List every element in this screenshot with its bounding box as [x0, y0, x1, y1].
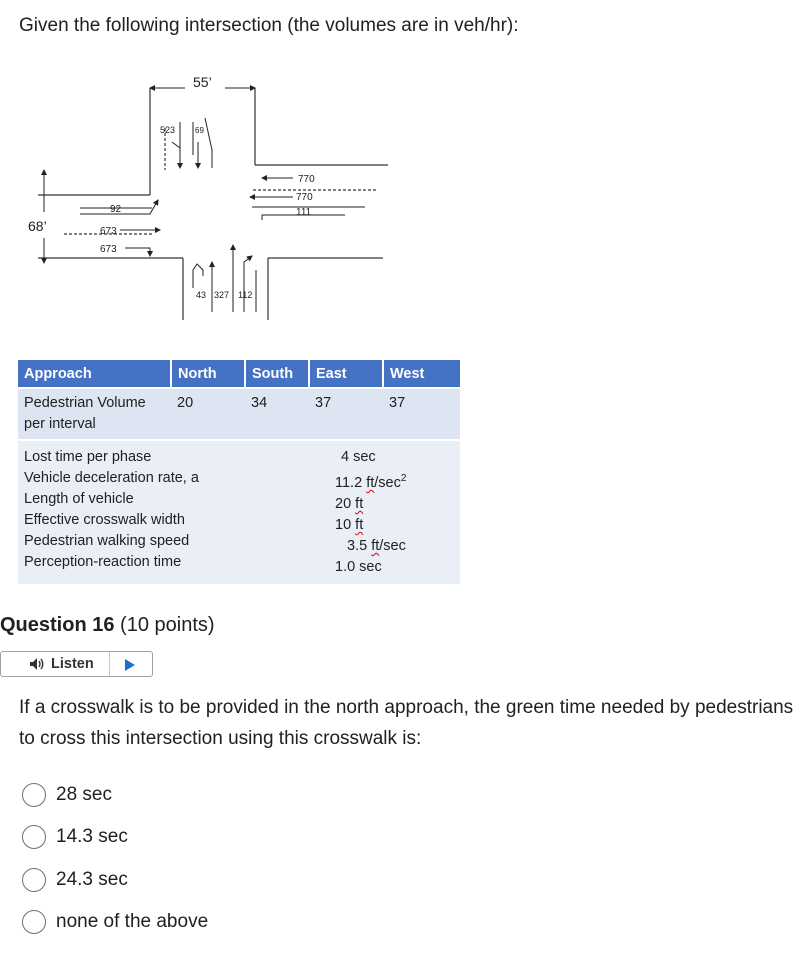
intersection-diagram	[0, 0, 807, 340]
play-icon[interactable]	[124, 658, 136, 672]
ped-south: 34	[245, 388, 309, 440]
option-label: none of the above	[56, 911, 209, 932]
param-labels: Lost time per phase Vehicle deceleration rate, a Length of vehicle Effective crosswalk width Pedestrian walking speed Perception-reaction time	[18, 440, 309, 584]
width-label-left: 68’	[28, 218, 47, 234]
option-label: 14.3 sec	[56, 826, 128, 847]
radio-button[interactable]	[22, 783, 46, 807]
question-points: (10 points)	[114, 614, 215, 636]
listen-button[interactable]	[0, 651, 153, 677]
parameters-table	[18, 360, 460, 584]
ped-west: 37	[383, 388, 460, 440]
answer-option[interactable]	[22, 825, 128, 849]
intro-text: Given the following intersection (the volumes are in veh/hr):	[19, 15, 519, 36]
ped-volume-label: Pedestrian Volume per interval	[18, 388, 171, 440]
option-label: 24.3 sec	[56, 869, 128, 890]
south-volume-3: 112	[238, 290, 253, 300]
answer-option[interactable]	[22, 868, 128, 892]
radio-button[interactable]	[22, 868, 46, 892]
north-arrows	[172, 118, 212, 168]
question-prompt: If a crosswalk is to be provided in the north approach, the green time needed by pedestrians to cross this intersection using this crosswalk is:	[19, 697, 794, 749]
speaker-icon	[29, 657, 45, 671]
header-west: West	[383, 360, 460, 388]
south-arrows	[193, 245, 256, 312]
ped-north: 20	[171, 388, 245, 440]
west-arrows	[80, 200, 160, 256]
west-volume-1: 92	[110, 204, 122, 215]
header-east: East	[309, 360, 383, 388]
north-through-volume: 523	[160, 125, 176, 135]
road-edges	[38, 88, 388, 320]
question-heading	[0, 614, 215, 637]
north-right-volume: 69	[195, 126, 204, 135]
header-approach: Approach	[18, 360, 171, 388]
option-label: 28 sec	[56, 784, 112, 805]
header-north: North	[171, 360, 245, 388]
answer-option[interactable]	[22, 783, 112, 807]
ped-east: 37	[309, 388, 383, 440]
radio-button[interactable]	[22, 825, 46, 849]
table-header-row	[18, 360, 460, 388]
east-volume-1: 770	[298, 174, 315, 185]
header-south: South	[245, 360, 309, 388]
east-volume-3: 111	[296, 207, 312, 218]
listen-label: Listen	[51, 656, 94, 672]
param-values: 4 sec 11.2 $ft/\sec^2$ 20 ft 10 ft 3.5 ft/sec 1.0 sec	[309, 440, 460, 584]
east-volume-2: 770	[296, 192, 313, 203]
width-label-top: 55’	[193, 74, 212, 90]
south-volume-2: 327	[214, 290, 230, 300]
table-row	[18, 440, 460, 584]
table-row	[18, 388, 460, 440]
west-volume-3: 673	[100, 244, 117, 255]
south-volume-1: 43	[196, 290, 207, 300]
answer-option[interactable]	[22, 910, 208, 934]
question-title: Question 16	[0, 614, 115, 636]
west-volume-2: 673	[100, 226, 117, 237]
radio-button[interactable]	[22, 910, 46, 934]
